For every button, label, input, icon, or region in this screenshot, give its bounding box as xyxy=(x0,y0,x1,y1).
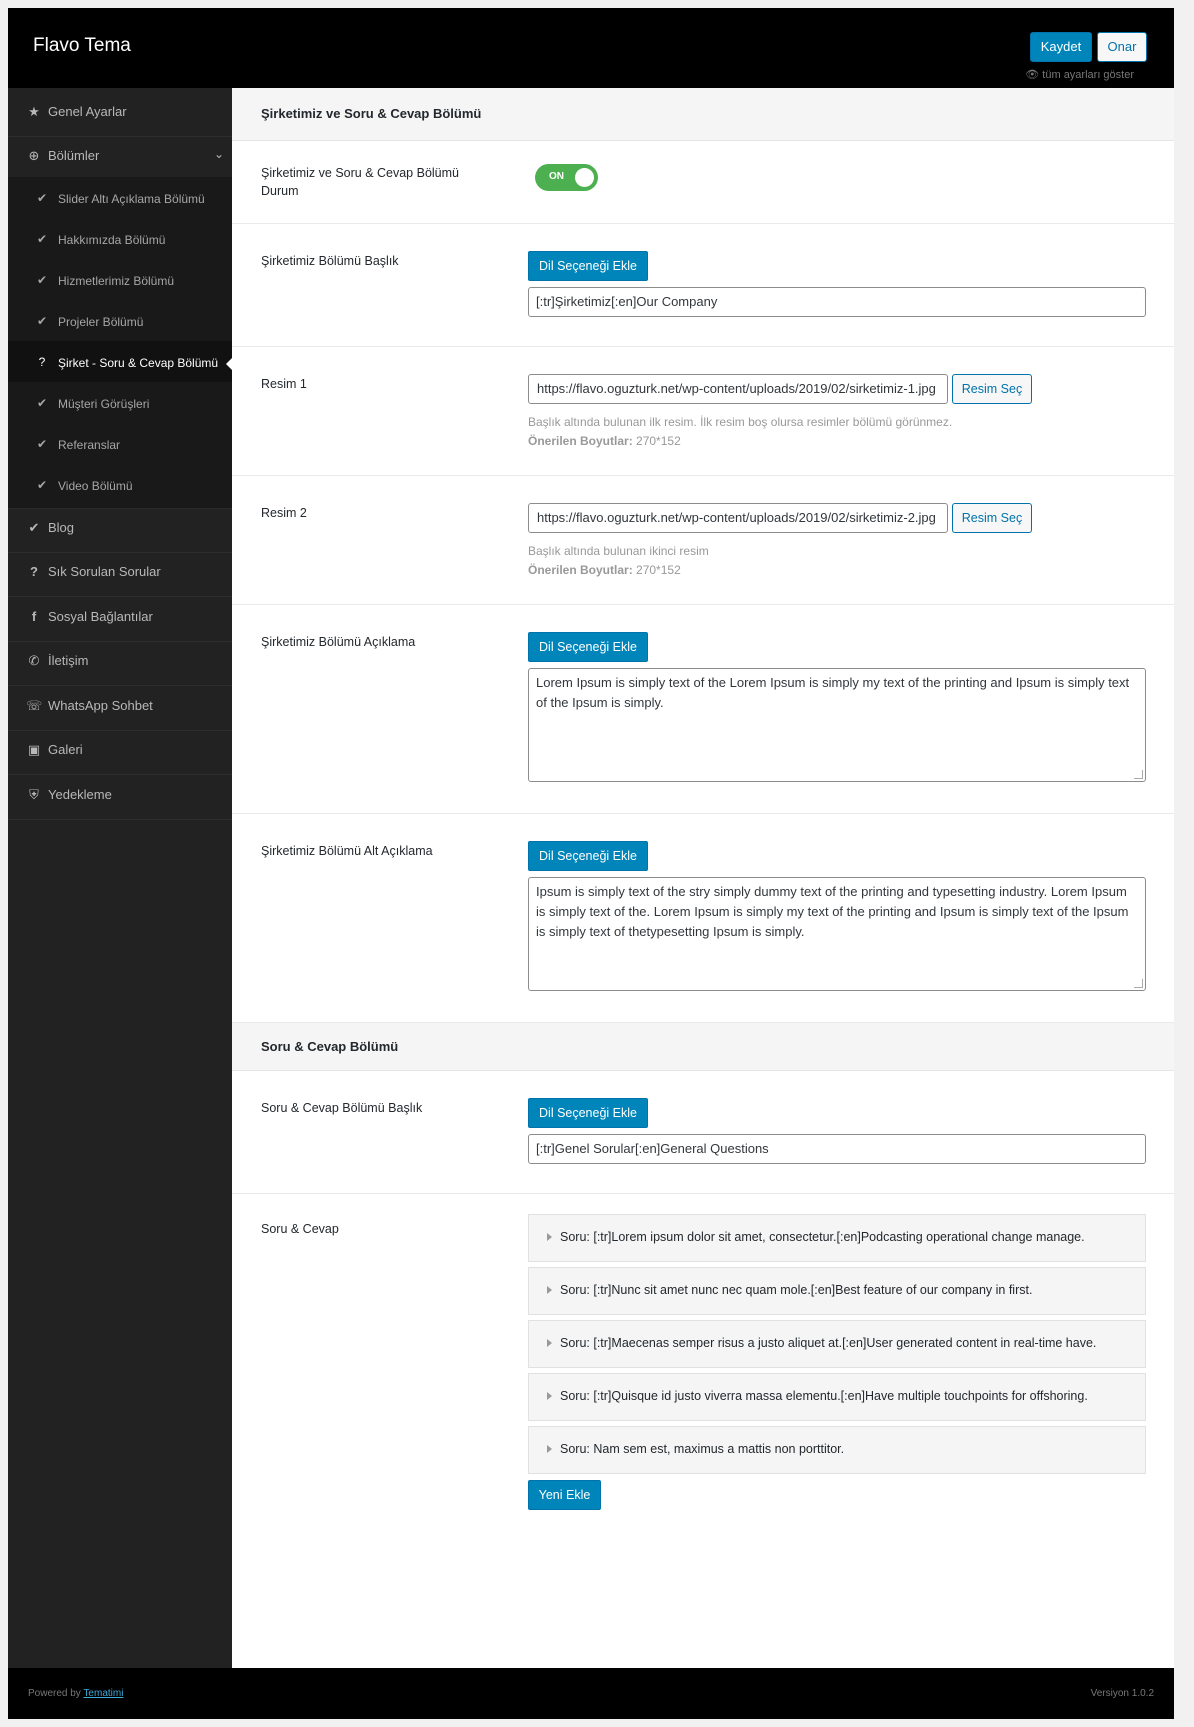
toggle-knob xyxy=(575,168,594,187)
qa-item-question: Soru: [:tr]Quisque id justo viverra massa elementu.[:en]Have multiple touchpoints for offshoring. xyxy=(560,1389,1088,1403)
expand-arrow-icon xyxy=(547,1392,552,1400)
question-icon: ? xyxy=(30,564,38,579)
sidebar-item-label: Genel Ayarlar xyxy=(48,104,127,119)
sidebar-item-label: WhatsApp Sohbet xyxy=(48,698,153,713)
size-hint-value: 270*152 xyxy=(636,563,681,577)
sidebar-subitem-projeler[interactable] xyxy=(8,300,232,345)
check-icon: ✔ xyxy=(36,437,48,451)
sidebar-subitem-hizmetlerimiz[interactable] xyxy=(8,259,232,304)
qa-item[interactable] xyxy=(528,1320,1146,1368)
image1-row xyxy=(232,347,1174,476)
qa-list-label: Soru & Cevap xyxy=(261,1222,339,1236)
expand-arrow-icon xyxy=(547,1445,552,1453)
sidebar-item-blog[interactable] xyxy=(8,504,232,553)
qa-item[interactable] xyxy=(528,1426,1146,1474)
description-label: Şirketimiz Bölümü Açıklama xyxy=(261,635,416,649)
size-hint-value: 270*152 xyxy=(636,434,681,448)
powered-by xyxy=(28,1688,123,1699)
company-title-row xyxy=(232,224,1174,347)
add-language-button[interactable]: Dil Seçeneği Ekle xyxy=(528,1098,648,1128)
add-new-qa-button[interactable]: Yeni Ekle xyxy=(528,1480,601,1510)
sidebar-item-galeri[interactable] xyxy=(8,726,232,775)
qa-title-input[interactable]: [:tr]Genel Sorular[:en]General Questions xyxy=(528,1134,1146,1164)
eye-icon: 👁 xyxy=(1025,69,1040,81)
facebook-icon: f xyxy=(31,609,37,624)
top-bar xyxy=(8,8,1174,88)
add-language-button[interactable]: Dil Seçeneği Ekle xyxy=(528,632,648,662)
check-icon: ✔ xyxy=(36,273,48,287)
sub-description-row xyxy=(232,814,1174,1023)
chevron-down-icon: ⌄ xyxy=(213,147,224,161)
sidebar-item-genel-ayarlar[interactable] xyxy=(8,88,232,137)
description-row xyxy=(232,605,1174,814)
sidebar-item-label: Galeri xyxy=(48,742,83,757)
image2-url-input[interactable]: https://flavo.oguzturk.net/wp-content/uploads/2019/02/sirketimiz-2.jpg xyxy=(528,503,948,533)
company-title-input[interactable]: [:tr]Şirketimiz[:en]Our Company xyxy=(528,287,1146,317)
footer xyxy=(8,1668,1174,1719)
section-title: Soru & Cevap Bölümü xyxy=(261,1039,399,1054)
powered-by-label: Powered by xyxy=(28,1688,81,1699)
sidebar-item-label: Blog xyxy=(48,520,75,535)
sidebar-item-label: Bölümler xyxy=(48,148,100,163)
expand-arrow-icon xyxy=(547,1286,552,1294)
sidebar-item-label: İletişim xyxy=(48,653,89,668)
sidebar-subitem-label: Müşteri Görüşleri xyxy=(58,397,150,411)
sidebar xyxy=(8,88,232,1668)
company-title-label: Şirketimiz Bölümü Başlık xyxy=(261,254,399,268)
sidebar-item-label: Sosyal Bağlantılar xyxy=(48,609,153,624)
sidebar-subitem-label: Hizmetlerimiz Bölümü xyxy=(58,274,175,288)
section-title: Şirketimiz ve Soru & Cevap Bölümü xyxy=(261,106,482,121)
show-all-settings-link[interactable] xyxy=(1025,68,1134,81)
status-label: Şirketimiz ve Soru & Cevap Bölümü Durum xyxy=(261,166,459,198)
image2-row xyxy=(232,476,1174,605)
question-icon: ? xyxy=(38,355,46,369)
toggle-state-label: ON xyxy=(549,171,564,182)
qa-title-row xyxy=(232,1071,1174,1194)
app-frame xyxy=(8,8,1174,1719)
add-language-button[interactable]: Dil Seçeneği Ekle xyxy=(528,841,648,871)
sidebar-item-whatsapp[interactable] xyxy=(8,682,232,731)
expand-arrow-icon xyxy=(547,1233,552,1241)
sidebar-subitem-musteri-gorusleri[interactable] xyxy=(8,382,232,427)
sidebar-subitem-video[interactable] xyxy=(8,464,232,509)
reset-button[interactable]: Onar xyxy=(1097,32,1147,62)
check-icon: ✔ xyxy=(36,314,48,328)
section-header xyxy=(232,88,1174,141)
image2-help-text: Başlık altında bulunan ikinci resim xyxy=(528,544,709,558)
phone-icon: ✆ xyxy=(28,653,40,668)
image1-help-text: Başlık altında bulunan ilk resim. İlk resim boş olursa resimler bölümü görünmez. xyxy=(528,415,953,429)
sidebar-subitem-label: Şirket - Soru & Cevap Bölümü xyxy=(58,356,219,370)
qa-item-question: Soru: [:tr]Nunc sit amet nunc nec quam mole.[:en]Best feature of our company in first. xyxy=(560,1283,1033,1297)
sidebar-subitem-label: Video Bölümü xyxy=(58,479,133,493)
resize-grip-icon[interactable] xyxy=(1134,979,1143,988)
status-toggle[interactable] xyxy=(535,164,598,191)
qa-item[interactable] xyxy=(528,1267,1146,1315)
version-label: Versiyon 1.0.2 xyxy=(1090,1688,1154,1699)
image1-size-hint xyxy=(528,432,952,451)
sidebar-item-label: Sık Sorulan Sorular xyxy=(48,564,161,579)
sidebar-item-yedekleme[interactable] xyxy=(8,771,232,820)
star-icon: ★ xyxy=(28,104,40,119)
powered-by-link[interactable]: Tematimi xyxy=(83,1688,124,1699)
description-text: Lorem Ipsum is simply text of the Lorem Ipsum is simply my text of the printing and Ipsum is simply text of the Ipsum is simply. xyxy=(536,675,1130,710)
save-button[interactable]: Kaydet xyxy=(1030,32,1092,62)
app-title: Flavo Tema xyxy=(33,35,131,56)
qa-item-question: Soru: [:tr]Maecenas semper risus a justo aliquet at.[:en]User generated content in real-time have. xyxy=(560,1336,1097,1350)
qa-title-label: Soru & Cevap Bölümü Başlık xyxy=(261,1101,423,1115)
image1-url-input[interactable]: https://flavo.oguzturk.net/wp-content/uploads/2019/02/sirketimiz-1.jpg xyxy=(528,374,948,404)
image2-label: Resim 2 xyxy=(261,506,307,520)
image2-select-button[interactable]: Resim Seç xyxy=(952,503,1032,533)
size-hint-label: Önerilen Boyutlar: xyxy=(528,563,633,577)
sidebar-subitem-label: Projeler Bölümü xyxy=(58,315,144,329)
sidebar-subitem-label: Hakkımızda Bölümü xyxy=(58,233,166,247)
expand-arrow-icon xyxy=(547,1339,552,1347)
qa-item[interactable] xyxy=(528,1373,1146,1421)
check-icon: ✔ xyxy=(28,520,40,535)
image2-description xyxy=(528,542,709,580)
image1-description xyxy=(528,413,952,451)
qa-item[interactable] xyxy=(528,1214,1146,1262)
sidebar-item-bolumler[interactable] xyxy=(8,132,232,181)
qa-list-row xyxy=(232,1194,1174,1516)
add-language-button[interactable]: Dil Seçeneği Ekle xyxy=(528,251,648,281)
sidebar-item-sosyal[interactable] xyxy=(8,593,232,642)
description-textarea[interactable] xyxy=(528,668,1146,782)
sub-description-text: Ipsum is simply text of the stry simply dummy text of the printing and typesetting industry. Lorem Ipsum is simply text of the. Lorem Ipsum is simply my text of the printing and Ipsum is simply text of the Ipsum is simply text of thetypesetting Ipsum is simply. xyxy=(536,884,1129,939)
image2-size-hint xyxy=(528,561,709,580)
sidebar-item-iletisim[interactable] xyxy=(8,637,232,686)
plus-circle-icon: ⊕ xyxy=(28,148,40,163)
qa-item-question: Soru: [:tr]Lorem ipsum dolor sit amet, consectetur.[:en]Podcasting operational change manage. xyxy=(560,1230,1085,1244)
sidebar-subitem-label: Slider Altı Açıklama Bölümü xyxy=(58,192,205,206)
sidebar-subitem-hakkimizda[interactable] xyxy=(8,218,232,263)
image-icon: ▣ xyxy=(27,742,41,757)
sidebar-item-sss[interactable] xyxy=(8,548,232,597)
show-all-settings-label: tüm ayarları göster xyxy=(1042,69,1134,81)
check-icon: ✔ xyxy=(36,191,48,205)
sidebar-subitem-slider-alti[interactable] xyxy=(8,177,232,222)
sub-description-textarea[interactable] xyxy=(528,877,1146,991)
whatsapp-icon: ☏ xyxy=(26,698,43,713)
sidebar-subitem-label: Referanslar xyxy=(58,438,121,452)
size-hint-label: Önerilen Boyutlar: xyxy=(528,434,633,448)
image1-label: Resim 1 xyxy=(261,377,307,391)
qa-item-question: Soru: Nam sem est, maximus a mattis non porttitor. xyxy=(560,1442,845,1456)
check-icon: ✔ xyxy=(36,396,48,410)
resize-grip-icon[interactable] xyxy=(1134,770,1143,779)
sidebar-item-label: Yedekleme xyxy=(48,787,112,802)
check-icon: ✔ xyxy=(36,478,48,492)
sidebar-subitem-referanslar[interactable] xyxy=(8,423,232,468)
shield-icon: ⛨ xyxy=(29,787,39,802)
sidebar-subitem-sirket-soru-cevap[interactable] xyxy=(8,341,232,386)
sub-description-label: Şirketimiz Bölümü Alt Açıklama xyxy=(261,844,433,858)
image1-select-button[interactable]: Resim Seç xyxy=(952,374,1032,404)
check-icon: ✔ xyxy=(36,232,48,246)
status-row xyxy=(232,136,1174,224)
section-header xyxy=(232,1023,1174,1071)
